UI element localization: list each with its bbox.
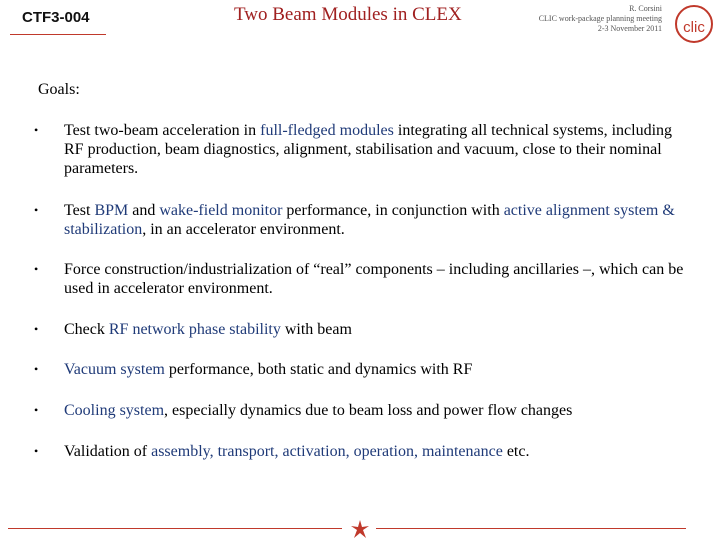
bullet-icon: • (34, 262, 39, 276)
logo-text: clic (683, 19, 705, 36)
goal-item (34, 260, 684, 298)
bullet-icon: • (34, 403, 39, 417)
item-text: with beam (280, 321, 352, 338)
bullet-icon: • (34, 444, 39, 458)
item-text: Check (64, 321, 109, 338)
goals-label: Goals: (38, 81, 80, 98)
bullet-icon: • (34, 322, 39, 336)
bullet-icon: • (34, 123, 39, 137)
item-text: , in an accelerator environment. (142, 221, 345, 238)
item-text: Force construction/industrialization of “real” components – including ancillaries –, which can be used in accelerator environment. (64, 261, 684, 297)
highlighted-text: RF network phase stability (108, 321, 281, 338)
highlighted-text: active alignment system & stabilization (64, 202, 675, 238)
highlighted-text: assembly, transport, activation, operation, maintenance (151, 443, 503, 460)
item-text: integrating all technical systems, including RF production, beam diagnostics, alignment, stabilisation and vacuum, close to their nominal parameters. (64, 122, 673, 177)
item-text: performance, in conjunction with (282, 202, 504, 219)
author: R. Corsini (629, 4, 662, 13)
highlighted-text: wake-field monitor (159, 202, 283, 219)
item-text: etc. (502, 443, 530, 460)
item-text: and (128, 202, 160, 219)
header-underline (10, 34, 106, 35)
item-text: , especially dynamics due to beam loss and power flow changes (164, 402, 573, 419)
highlighted-text: full-fledged modules (260, 122, 394, 139)
item-text: Validation of (64, 443, 152, 460)
item-text: Test (64, 202, 95, 219)
slide-code: CTF3-004 (22, 9, 90, 26)
highlighted-text: Vacuum system (64, 361, 165, 378)
bullet-icon: • (34, 203, 39, 217)
footer-line-right (376, 528, 686, 529)
goal-item (34, 201, 684, 239)
item-text: Test two-beam acceleration in (64, 122, 261, 139)
bullet-icon: • (34, 362, 39, 376)
meeting-name: CLIC work-package planning meeting (538, 14, 662, 23)
goal-item (34, 121, 684, 178)
slide-title: Two Beam Modules in CLEX (234, 4, 462, 25)
header-meta (472, 4, 662, 34)
footer-line-left (8, 528, 342, 529)
goal-item (34, 401, 684, 420)
goal-item (34, 442, 684, 461)
item-text: performance, both static and dynamics with RF (164, 361, 473, 378)
highlighted-text: Cooling system (64, 402, 165, 419)
clic-logo-icon (674, 4, 714, 44)
highlighted-text: BPM (94, 202, 129, 219)
star-icon (350, 519, 370, 539)
meeting-date: 2-3 November 2011 (597, 24, 662, 33)
goal-item (34, 360, 684, 379)
goal-item (34, 320, 684, 339)
